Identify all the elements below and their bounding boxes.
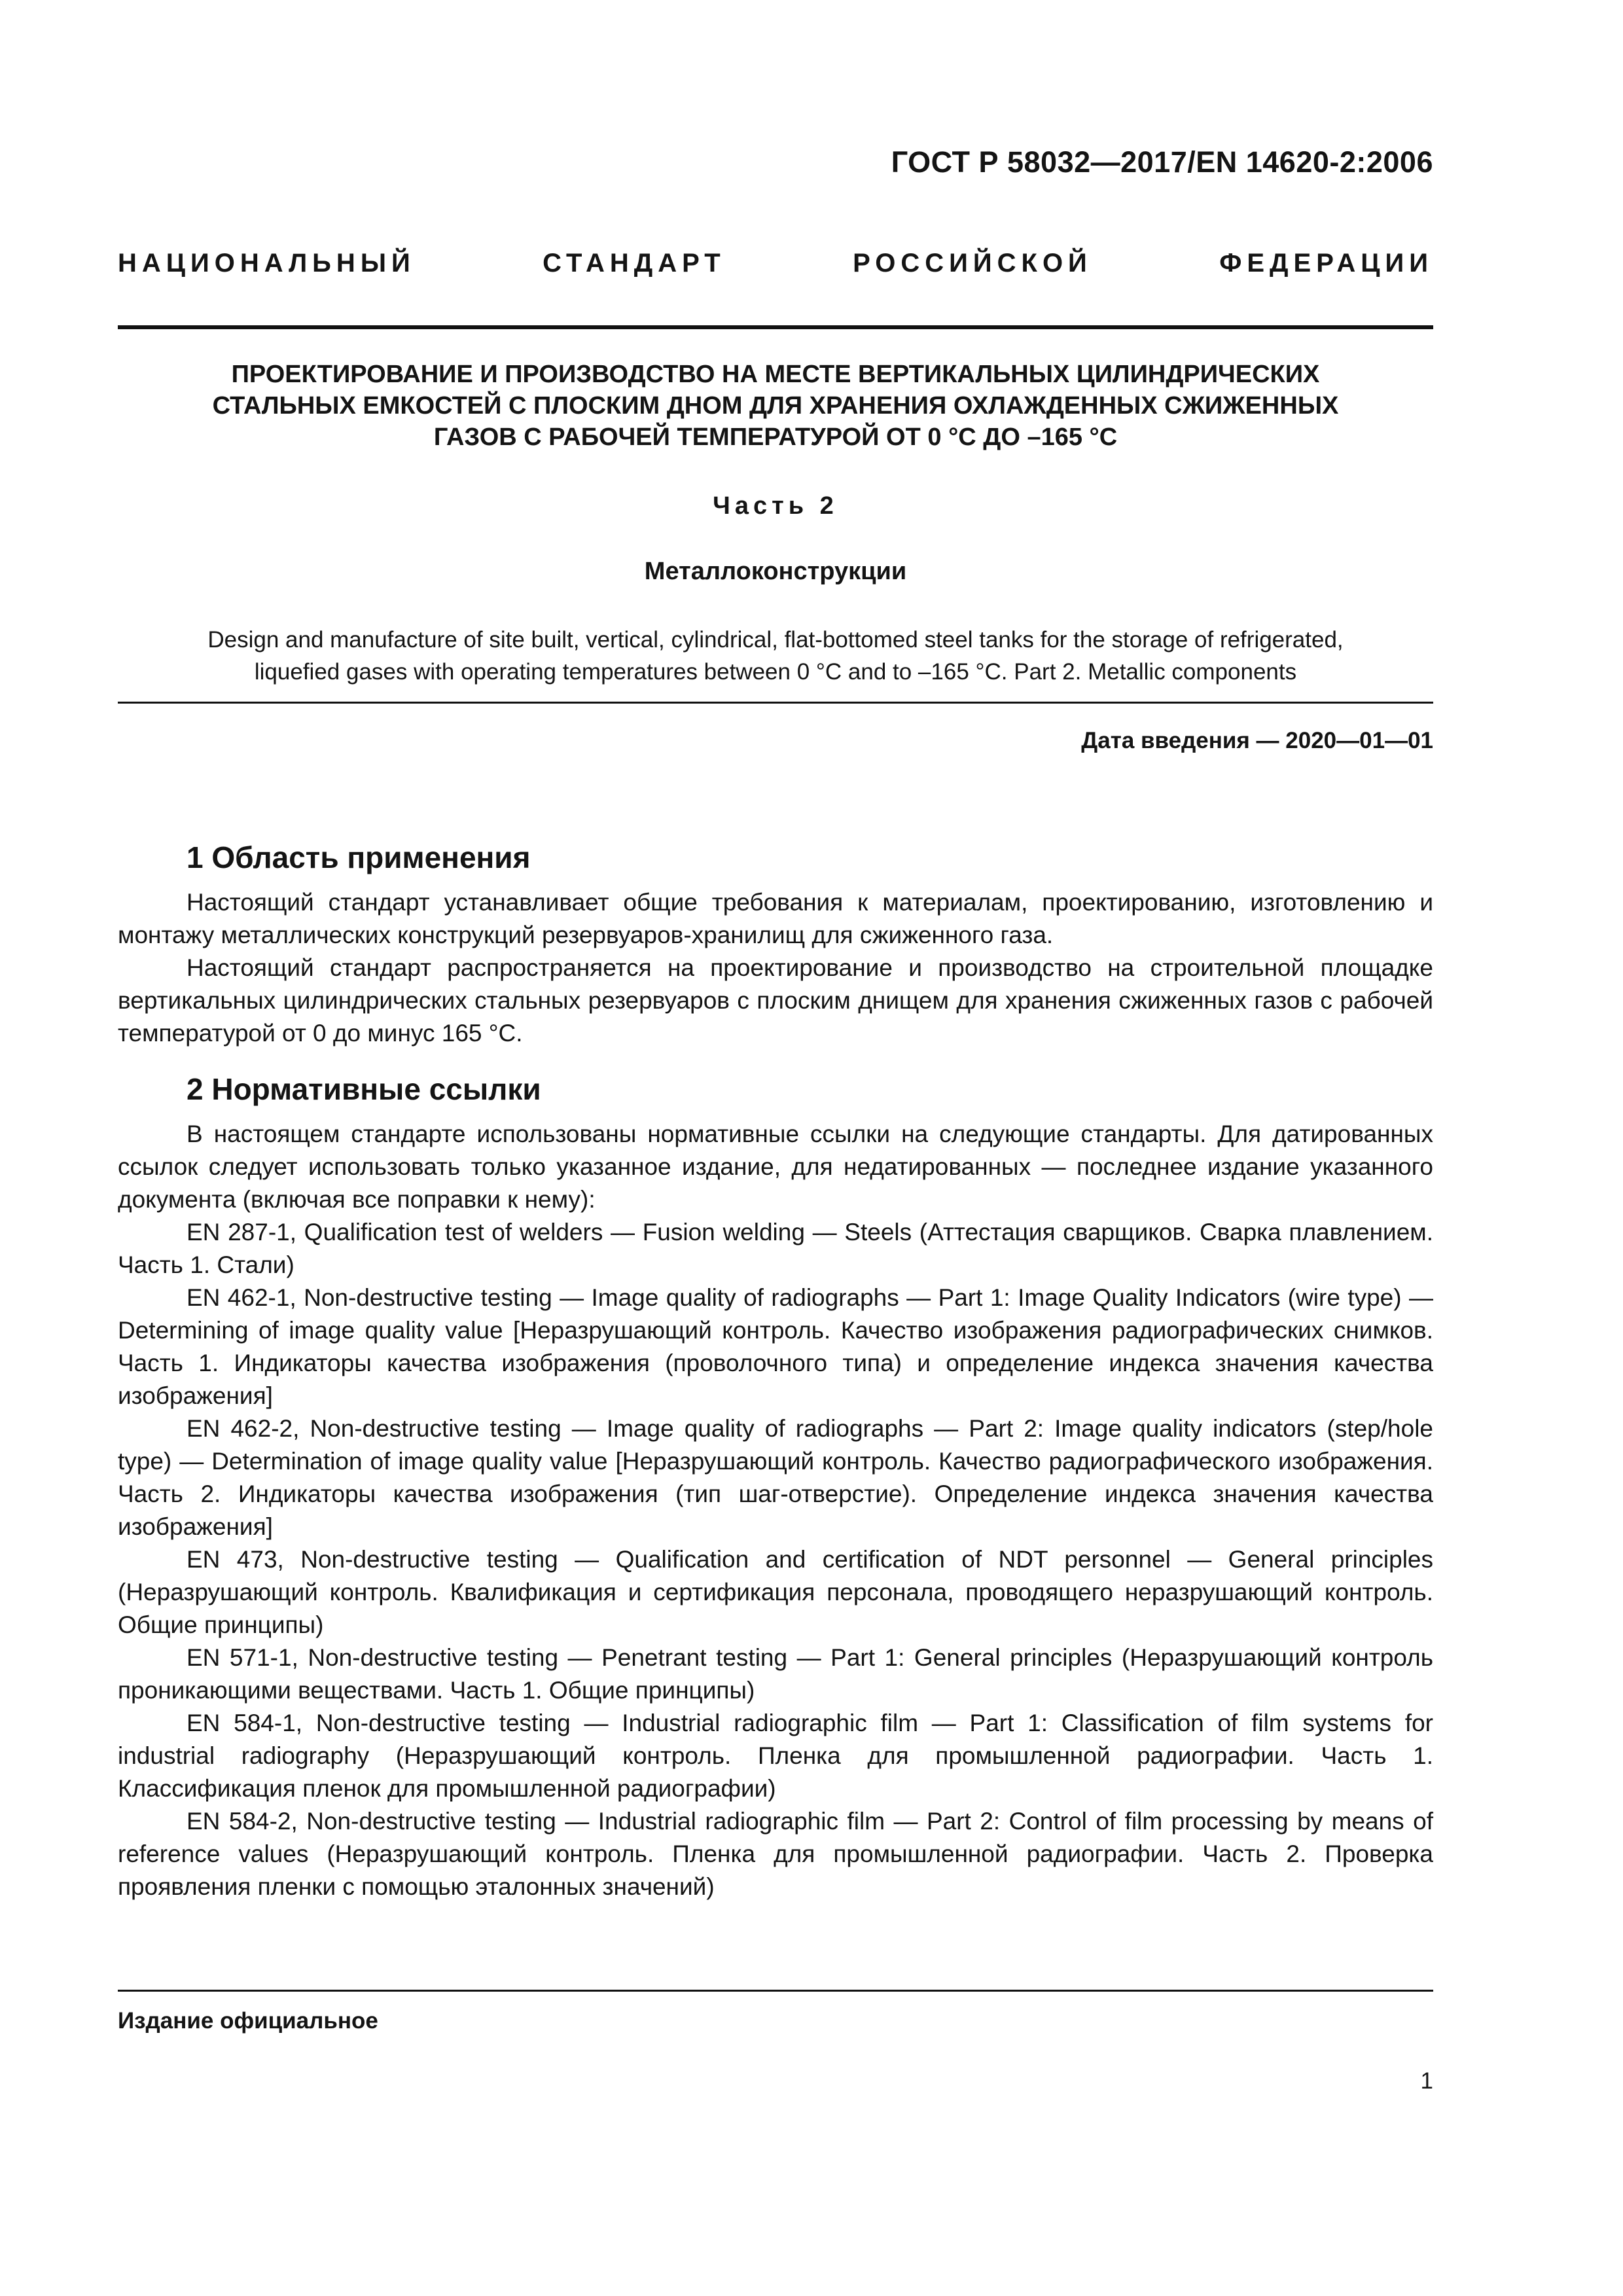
- header-divider: [118, 325, 1433, 329]
- page-number: 1: [1420, 2068, 1433, 2094]
- reference-item: EN 462-1, Non-destructive testing — Image quality of radiographs — Part 1: Image Quality Indicators (wire type) — Determining of image quality value [Неразрушающий контроль. Качество изображения радиографических снимков. Часть 1. Индикаторы качества изображения (проволочного типа) и определение индекса значения качества изображения]: [118, 1284, 1433, 1409]
- reference-item: EN 473, Non-destructive testing — Qualification and certification of NDT personnel — General principles (Неразрушающий контроль. Квалификация и сертификация персонала, проводящего неразрушающий контроль. Общие принципы): [118, 1546, 1433, 1638]
- english-title-line: Design and manufacture of site built, vertical, cylindrical, flat-bottomed steel tanks for the storage of refrigerated,: [207, 627, 1344, 653]
- part-label: Часть 2: [713, 492, 838, 520]
- official-edition-label: Издание официальное: [118, 2008, 378, 2034]
- english-title-line: liquefied gases with operating temperatures between 0 °C and to –165 °C. Part 2. Metallic components: [254, 659, 1297, 685]
- reference-item: EN 462-2, Non-destructive testing — Image quality of radiographs — Part 2: Image quality indicators (step/hole type) — Determination of image quality value [Неразрушающий контроль. Качество радиографического изображения. Часть 2. Индикаторы качества изображения (тип шаг-отверстие). Определение индекса значения качества изображения]: [118, 1415, 1433, 1540]
- reference-item: EN 584-2, Non-destructive testing — Industrial radiographic film — Part 2: Control of film processing by means of reference values (Неразрушающий контроль. Пленка для промышленной радиографии. Часть 2. Проверка проявления пленки с помощью эталонных значений): [118, 1808, 1433, 1900]
- title-divider: [118, 702, 1433, 704]
- reference-item: EN 571-1, Non-destructive testing — Penetrant testing — Part 1: General principles (Неразрушающий контроль проникающими веществами. Часть 1. Общие принципы): [118, 1644, 1433, 1704]
- title-line: ПРОЕКТИРОВАНИЕ И ПРОИЗВОДСТВО НА МЕСТЕ ВЕРТИКАЛЬНЫХ ЦИЛИНДРИЧЕСКИХ: [231, 361, 1320, 388]
- english-title: [118, 624, 1433, 688]
- paragraph: Настоящий стандарт устанавливает общие требования к материалам, проектированию, изготовлению и монтажу металлических конструкций резервуаров-хранилищ для сжиженного газа.: [118, 889, 1433, 948]
- document-title: [118, 359, 1433, 453]
- paragraph: Настоящий стандарт распространяется на проектирование и производство на строительной площадке вертикальных цилиндрических стальных резервуаров с плоским днищем для хранения сжиженных газов с рабочей температурой от 0 до минус 165 °С.: [118, 954, 1433, 1047]
- document-number: ГОСТ Р 58032—2017/EN 14620-2:2006: [891, 145, 1433, 179]
- paragraph: В настоящем стандарте использованы нормативные ссылки на следующие стандарты. Для датированных ссылок следует использовать только указанное издание, для недатированных — последнее издание указанного документа (включая все поправки к нему):: [118, 1121, 1433, 1213]
- part-subtitle: Металлоконструкции: [644, 558, 907, 585]
- title-line: ГАЗОВ С РАБОЧЕЙ ТЕМПЕРАТУРОЙ ОТ 0 °С ДО –165 °С: [433, 423, 1118, 451]
- section-heading-normative-references: 2 Нормативные ссылки: [187, 1072, 541, 1106]
- title-line: СТАЛЬНЫХ ЕМКОСТЕЙ С ПЛОСКИМ ДНОМ ДЛЯ ХРАНЕНИЯ ОХЛАЖДЕННЫХ СЖИЖЕННЫХ: [212, 392, 1339, 420]
- national-standard-heading: НАЦИОНАЛЬНЫЙ СТАНДАРТ РОССИЙСКОЙ ФЕДЕРАЦИИ: [118, 249, 1433, 278]
- section-heading-scope: 1 Область применения: [187, 840, 531, 874]
- footer-divider: [118, 1990, 1433, 1992]
- reference-item: EN 584-1, Non-destructive testing — Industrial radiographic film — Part 1: Classification of film systems for industrial radiography (Неразрушающий контроль. Пленка для промышленной радиографии. Часть 1. Классификация пленок для промышленной радиографии): [118, 1710, 1433, 1802]
- reference-item: EN 287-1, Qualification test of welders — Fusion welding — Steels (Аттестация сварщиков. Сварка плавлением. Часть 1. Стали): [118, 1219, 1433, 1278]
- introduction-date: Дата введения — 2020—01—01: [1081, 728, 1433, 753]
- document-body: [118, 838, 1433, 1903]
